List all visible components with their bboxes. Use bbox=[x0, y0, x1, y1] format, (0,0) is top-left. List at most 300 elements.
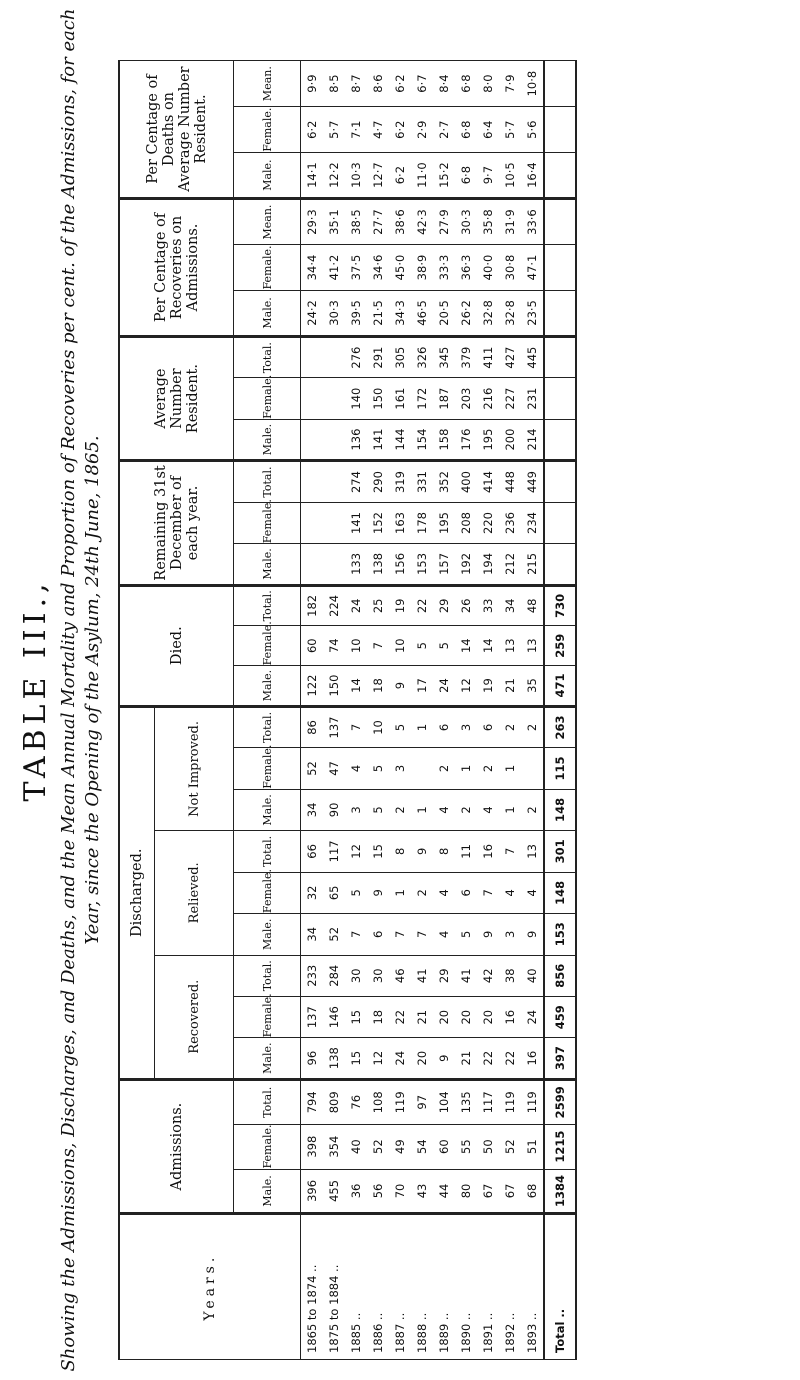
col-header-total: Total. bbox=[234, 1079, 301, 1124]
cell-pd-mean: 10·8 bbox=[521, 61, 544, 107]
cell-r-m bbox=[323, 544, 345, 585]
cell-d-m: 12 bbox=[455, 666, 477, 706]
cell-pr-mean: 38·6 bbox=[389, 199, 411, 245]
average-resident-header: Average Number Resident. bbox=[119, 336, 234, 460]
cell-r-m: 212 bbox=[499, 544, 521, 585]
cell-pd-mean: 6·7 bbox=[411, 61, 433, 107]
col-header-male: Male. bbox=[234, 1038, 301, 1079]
cell-d-t: 34 bbox=[499, 585, 521, 625]
cell-ni-f: 1 bbox=[455, 748, 477, 789]
cell-rec-t: 41 bbox=[411, 955, 433, 996]
cell-a-f: 150 bbox=[367, 378, 389, 419]
year-cell: 1890 .. bbox=[455, 1214, 477, 1360]
total-r-t bbox=[544, 461, 576, 502]
cell-pd-mean: 8·0 bbox=[477, 61, 499, 107]
year-cell: 1893 .. bbox=[521, 1214, 544, 1360]
cell-rel-m: 52 bbox=[323, 914, 345, 955]
cell-rec-m: 9 bbox=[433, 1038, 455, 1079]
col-header-male: Male. bbox=[234, 666, 301, 706]
cell-a-t bbox=[301, 336, 324, 377]
cell-pr-f: 34·6 bbox=[367, 245, 389, 291]
cell-r-t: 400 bbox=[455, 461, 477, 502]
cell-ni-t: 6 bbox=[433, 706, 455, 748]
cell-pr-f: 40·0 bbox=[477, 245, 499, 291]
cell-rec-f: 146 bbox=[323, 996, 345, 1037]
col-header-total: Total. bbox=[234, 955, 301, 996]
cell-pr-f: 45·0 bbox=[389, 245, 411, 291]
table-row bbox=[367, 61, 389, 1360]
cell-pd-m: 9·7 bbox=[477, 153, 499, 199]
cell-a-f: 172 bbox=[411, 378, 433, 419]
col-header-female: Female. bbox=[234, 502, 301, 543]
cell-ni-f: 47 bbox=[323, 748, 345, 789]
cell-r-f: 141 bbox=[345, 502, 367, 543]
col-header-female: Female. bbox=[234, 1124, 301, 1169]
cell-d-m: 21 bbox=[499, 666, 521, 706]
cell-rec-f: 20 bbox=[433, 996, 455, 1037]
cell-ni-t: 2 bbox=[521, 706, 544, 748]
cell-pd-f: 6·8 bbox=[455, 107, 477, 153]
cell-rec-f: 21 bbox=[411, 996, 433, 1037]
cell-ni-t: 137 bbox=[323, 706, 345, 748]
col-header-total: Total. bbox=[234, 831, 301, 872]
cell-pr-mean: 30·3 bbox=[455, 199, 477, 245]
cell-rel-t: 66 bbox=[301, 831, 324, 872]
cell-pd-f: 6·2 bbox=[301, 107, 324, 153]
total-rec-f: 459 bbox=[544, 996, 576, 1037]
cell-pd-mean: 8·7 bbox=[345, 61, 367, 107]
cell-rel-f: 4 bbox=[499, 872, 521, 913]
cell-r-f bbox=[323, 502, 345, 543]
col-header-female: Female. bbox=[234, 748, 301, 789]
cell-rel-f: 4 bbox=[521, 872, 544, 913]
cell-adm-t: 97 bbox=[411, 1079, 433, 1124]
total-rel-m: 153 bbox=[544, 914, 576, 955]
cell-a-f: 140 bbox=[345, 378, 367, 419]
cell-adm-f: 398 bbox=[301, 1124, 324, 1169]
cell-pr-f: 33·3 bbox=[433, 245, 455, 291]
cell-r-m: 194 bbox=[477, 544, 499, 585]
cell-rec-t: 40 bbox=[521, 955, 544, 996]
cell-pd-f: 5·6 bbox=[521, 107, 544, 153]
cell-adm-m: 44 bbox=[433, 1169, 455, 1214]
cell-ni-m: 3 bbox=[345, 789, 367, 830]
total-rel-f: 148 bbox=[544, 872, 576, 913]
cell-adm-m: 67 bbox=[477, 1169, 499, 1214]
cell-pd-mean: 7·9 bbox=[499, 61, 521, 107]
cell-r-f: 163 bbox=[389, 502, 411, 543]
cell-pd-f: 2·9 bbox=[411, 107, 433, 153]
cell-rec-f: 16 bbox=[499, 996, 521, 1037]
not-improved-header: Not Improved. bbox=[155, 706, 234, 830]
cell-adm-f: 354 bbox=[323, 1124, 345, 1169]
cell-d-f: 14 bbox=[477, 626, 499, 666]
cell-pd-f: 5·7 bbox=[499, 107, 521, 153]
cell-ni-f bbox=[521, 748, 544, 789]
cell-adm-f: 40 bbox=[345, 1124, 367, 1169]
cell-d-t: 26 bbox=[455, 585, 477, 625]
statistics-table bbox=[118, 60, 577, 1360]
cell-d-m: 9 bbox=[389, 666, 411, 706]
cell-ni-m: 2 bbox=[455, 789, 477, 830]
remaining-header: Remaining 31st December of each year. bbox=[119, 461, 234, 585]
cell-rec-m: 15 bbox=[345, 1038, 367, 1079]
cell-d-t: 19 bbox=[389, 585, 411, 625]
total-pd-mean bbox=[544, 61, 576, 107]
cell-pr-f: 41·2 bbox=[323, 245, 345, 291]
cell-a-m: 200 bbox=[499, 419, 521, 460]
cell-d-t: 22 bbox=[411, 585, 433, 625]
cell-r-f: 152 bbox=[367, 502, 389, 543]
table-row bbox=[411, 61, 433, 1360]
cell-d-f: 10 bbox=[389, 626, 411, 666]
cell-r-f bbox=[301, 502, 324, 543]
col-header-male: Male. bbox=[234, 789, 301, 830]
total-adm-t: 2599 bbox=[544, 1079, 576, 1124]
cell-r-t: 414 bbox=[477, 461, 499, 502]
cell-pd-m: 6·8 bbox=[455, 153, 477, 199]
cell-rel-t: 117 bbox=[323, 831, 345, 872]
cell-a-m bbox=[301, 419, 324, 460]
cell-rec-f: 24 bbox=[521, 996, 544, 1037]
discharged-header: Discharged. bbox=[119, 706, 155, 1079]
cell-pd-mean: 6·2 bbox=[389, 61, 411, 107]
cell-d-m: 19 bbox=[477, 666, 499, 706]
cell-d-t: 33 bbox=[477, 585, 499, 625]
col-header-female: Female. bbox=[234, 872, 301, 913]
cell-ni-f: 5 bbox=[367, 748, 389, 789]
cell-a-t: 345 bbox=[433, 336, 455, 377]
cell-adm-m: 68 bbox=[521, 1169, 544, 1214]
cell-ni-f: 1 bbox=[499, 748, 521, 789]
cell-pd-m: 10·3 bbox=[345, 153, 367, 199]
cell-r-t bbox=[301, 461, 324, 502]
cell-a-m: 144 bbox=[389, 419, 411, 460]
cell-r-m: 192 bbox=[455, 544, 477, 585]
cell-adm-f: 54 bbox=[411, 1124, 433, 1169]
cell-ni-t: 5 bbox=[389, 706, 411, 748]
cell-r-f: 236 bbox=[499, 502, 521, 543]
cell-r-m: 156 bbox=[389, 544, 411, 585]
col-header-total: Total. bbox=[234, 461, 301, 502]
cell-r-t: 352 bbox=[433, 461, 455, 502]
cell-adm-f: 52 bbox=[499, 1124, 521, 1169]
total-row bbox=[544, 61, 576, 1360]
cell-d-m: 24 bbox=[433, 666, 455, 706]
cell-rel-m: 4 bbox=[433, 914, 455, 955]
cell-adm-f: 55 bbox=[455, 1124, 477, 1169]
cell-ni-m: 4 bbox=[433, 789, 455, 830]
cell-adm-m: 80 bbox=[455, 1169, 477, 1214]
cell-d-t: 25 bbox=[367, 585, 389, 625]
cell-pd-f: 7·1 bbox=[345, 107, 367, 153]
total-adm-f: 1215 bbox=[544, 1124, 576, 1169]
cell-ni-t: 2 bbox=[499, 706, 521, 748]
cell-rec-m: 24 bbox=[389, 1038, 411, 1079]
col-header-female: Female. bbox=[234, 245, 301, 291]
cell-d-t: 224 bbox=[323, 585, 345, 625]
total-a-f bbox=[544, 378, 576, 419]
admissions-header: Admissions. bbox=[119, 1079, 234, 1213]
total-rec-m: 397 bbox=[544, 1038, 576, 1079]
cell-a-f: 161 bbox=[389, 378, 411, 419]
years-header: Years. bbox=[119, 1214, 301, 1360]
cell-ni-f: 3 bbox=[389, 748, 411, 789]
col-header-male: Male. bbox=[234, 419, 301, 460]
cell-pd-mean: 8·6 bbox=[367, 61, 389, 107]
col-header-male: Male. bbox=[234, 290, 301, 336]
cell-a-t: 291 bbox=[367, 336, 389, 377]
cell-r-t: 449 bbox=[521, 461, 544, 502]
cell-a-m: 176 bbox=[455, 419, 477, 460]
table-row bbox=[477, 61, 499, 1360]
col-header-mean: Mean. bbox=[234, 61, 301, 107]
cell-a-f: 231 bbox=[521, 378, 544, 419]
cell-rec-m: 12 bbox=[367, 1038, 389, 1079]
cell-rec-f: 20 bbox=[477, 996, 499, 1037]
cell-pr-m: 39·5 bbox=[345, 290, 367, 336]
total-pr-mean bbox=[544, 199, 576, 245]
total-ni-m: 148 bbox=[544, 789, 576, 830]
cell-d-f: 5 bbox=[411, 626, 433, 666]
cell-rel-t: 11 bbox=[455, 831, 477, 872]
cell-d-f: 13 bbox=[499, 626, 521, 666]
cell-rel-f: 1 bbox=[389, 872, 411, 913]
cell-rel-f: 65 bbox=[323, 872, 345, 913]
cell-a-f: 227 bbox=[499, 378, 521, 419]
cell-adm-t: 119 bbox=[521, 1079, 544, 1124]
cell-adm-t: 794 bbox=[301, 1079, 324, 1124]
total-d-t: 730 bbox=[544, 585, 576, 625]
cell-pd-mean: 8·5 bbox=[323, 61, 345, 107]
year-cell: 1887 .. bbox=[389, 1214, 411, 1360]
cell-pr-f: 47·1 bbox=[521, 245, 544, 291]
cell-rec-f: 22 bbox=[389, 996, 411, 1037]
table-row bbox=[301, 61, 324, 1360]
cell-pr-mean: 35·1 bbox=[323, 199, 345, 245]
cell-a-t: 305 bbox=[389, 336, 411, 377]
cell-rel-m: 5 bbox=[455, 914, 477, 955]
col-header-total: Total. bbox=[234, 336, 301, 377]
cell-d-f: 7 bbox=[367, 626, 389, 666]
table-body bbox=[301, 61, 577, 1360]
cell-rec-m: 21 bbox=[455, 1038, 477, 1079]
cell-r-t: 274 bbox=[345, 461, 367, 502]
cell-ni-f: 52 bbox=[301, 748, 324, 789]
cell-rec-t: 233 bbox=[301, 955, 324, 996]
cell-d-f: 60 bbox=[301, 626, 324, 666]
cell-d-f: 13 bbox=[521, 626, 544, 666]
cell-ni-m: 1 bbox=[411, 789, 433, 830]
cell-adm-f: 51 bbox=[521, 1124, 544, 1169]
cell-pd-m: 11·0 bbox=[411, 153, 433, 199]
cell-rec-t: 30 bbox=[345, 955, 367, 996]
cell-rel-m: 7 bbox=[389, 914, 411, 955]
total-a-m bbox=[544, 419, 576, 460]
year-cell: 1889 .. bbox=[433, 1214, 455, 1360]
cell-ni-f: 2 bbox=[433, 748, 455, 789]
cell-rel-f: 5 bbox=[345, 872, 367, 913]
cell-rec-t: 41 bbox=[455, 955, 477, 996]
total-a-t bbox=[544, 336, 576, 377]
total-d-f: 259 bbox=[544, 626, 576, 666]
cell-pr-m: 21·5 bbox=[367, 290, 389, 336]
cell-pr-mean: 31·9 bbox=[499, 199, 521, 245]
cell-a-m: 195 bbox=[477, 419, 499, 460]
cell-rel-m: 3 bbox=[499, 914, 521, 955]
cell-pr-m: 32·8 bbox=[499, 290, 521, 336]
cell-pd-m: 12·2 bbox=[323, 153, 345, 199]
cell-pd-m: 6·2 bbox=[389, 153, 411, 199]
cell-rel-t: 7 bbox=[499, 831, 521, 872]
col-header-male: Male. bbox=[234, 544, 301, 585]
cell-rec-m: 16 bbox=[521, 1038, 544, 1079]
cell-rel-m: 34 bbox=[301, 914, 324, 955]
cell-pr-f: 34·4 bbox=[301, 245, 324, 291]
cell-pr-mean: 42·3 bbox=[411, 199, 433, 245]
cell-rec-m: 22 bbox=[499, 1038, 521, 1079]
cell-ni-t: 7 bbox=[345, 706, 367, 748]
total-ni-f: 115 bbox=[544, 748, 576, 789]
cell-adm-m: 43 bbox=[411, 1169, 433, 1214]
table-subtitle-line-1: Showing the Admissions, Discharges, and Deaths, and the Mean Annual Mortality and Proportion of Recoveries per cent. of the Admissions, for each bbox=[58, 8, 79, 1372]
cell-rel-t: 13 bbox=[521, 831, 544, 872]
total-d-m: 471 bbox=[544, 666, 576, 706]
total-pd-f bbox=[544, 107, 576, 153]
cell-rel-m: 7 bbox=[411, 914, 433, 955]
cell-adm-m: 70 bbox=[389, 1169, 411, 1214]
cell-adm-t: 809 bbox=[323, 1079, 345, 1124]
table-row bbox=[345, 61, 367, 1360]
cell-pr-f: 38·9 bbox=[411, 245, 433, 291]
cell-pr-f: 36·3 bbox=[455, 245, 477, 291]
cell-a-m: 136 bbox=[345, 419, 367, 460]
cell-ni-f: 4 bbox=[345, 748, 367, 789]
year-cell: 1888 .. bbox=[411, 1214, 433, 1360]
year-cell: 1865 to 1874 .. bbox=[301, 1214, 324, 1360]
cell-r-t bbox=[323, 461, 345, 502]
cell-ni-m: 2 bbox=[521, 789, 544, 830]
cell-a-t: 326 bbox=[411, 336, 433, 377]
cell-r-f: 234 bbox=[521, 502, 544, 543]
cell-rel-m: 9 bbox=[477, 914, 499, 955]
cell-a-m: 141 bbox=[367, 419, 389, 460]
cell-ni-m: 34 bbox=[301, 789, 324, 830]
cell-d-t: 24 bbox=[345, 585, 367, 625]
cell-adm-f: 49 bbox=[389, 1124, 411, 1169]
cell-rel-f: 4 bbox=[433, 872, 455, 913]
cell-pr-f: 30·8 bbox=[499, 245, 521, 291]
table-row bbox=[389, 61, 411, 1360]
cell-pd-mean: 6·8 bbox=[455, 61, 477, 107]
table-subtitle-line-2: Year, since the Opening of the Asylum, 24th June, 1865. bbox=[82, 435, 103, 945]
cell-adm-m: 455 bbox=[323, 1169, 345, 1214]
cell-pr-m: 20·5 bbox=[433, 290, 455, 336]
total-rec-t: 856 bbox=[544, 955, 576, 996]
cell-a-m: 154 bbox=[411, 419, 433, 460]
died-header: Died. bbox=[119, 585, 234, 706]
cell-rel-f: 6 bbox=[455, 872, 477, 913]
col-header-total: Total. bbox=[234, 706, 301, 748]
cell-rel-t: 15 bbox=[367, 831, 389, 872]
cell-ni-t: 3 bbox=[455, 706, 477, 748]
pct-recoveries-header: Per Centage of Recoveries on Admissions. bbox=[119, 199, 234, 337]
table-row bbox=[433, 61, 455, 1360]
cell-rel-t: 16 bbox=[477, 831, 499, 872]
cell-pd-f: 2·7 bbox=[433, 107, 455, 153]
cell-pd-m: 10·5 bbox=[499, 153, 521, 199]
cell-rec-t: 46 bbox=[389, 955, 411, 996]
cell-d-t: 29 bbox=[433, 585, 455, 625]
cell-a-f: 203 bbox=[455, 378, 477, 419]
cell-d-f: 10 bbox=[345, 626, 367, 666]
year-cell: 1892 .. bbox=[499, 1214, 521, 1360]
cell-rel-f: 9 bbox=[367, 872, 389, 913]
cell-adm-t: 135 bbox=[455, 1079, 477, 1124]
cell-pr-mean: 27·7 bbox=[367, 199, 389, 245]
col-header-female: Female. bbox=[234, 626, 301, 666]
cell-rec-f: 20 bbox=[455, 996, 477, 1037]
cell-rec-f: 137 bbox=[301, 996, 324, 1037]
cell-rec-t: 30 bbox=[367, 955, 389, 996]
cell-pr-m: 30·3 bbox=[323, 290, 345, 336]
cell-adm-m: 36 bbox=[345, 1169, 367, 1214]
cell-ni-m: 90 bbox=[323, 789, 345, 830]
cell-adm-f: 60 bbox=[433, 1124, 455, 1169]
cell-rel-t: 8 bbox=[389, 831, 411, 872]
cell-adm-t: 108 bbox=[367, 1079, 389, 1124]
cell-rec-m: 96 bbox=[301, 1038, 324, 1079]
cell-a-f bbox=[301, 378, 324, 419]
cell-d-m: 35 bbox=[521, 666, 544, 706]
cell-r-f: 208 bbox=[455, 502, 477, 543]
cell-adm-f: 50 bbox=[477, 1124, 499, 1169]
cell-adm-m: 67 bbox=[499, 1169, 521, 1214]
cell-pr-m: 34·3 bbox=[389, 290, 411, 336]
cell-ni-m: 4 bbox=[477, 789, 499, 830]
cell-rec-m: 22 bbox=[477, 1038, 499, 1079]
cell-pr-mean: 29·3 bbox=[301, 199, 324, 245]
cell-ni-t: 1 bbox=[411, 706, 433, 748]
cell-r-m bbox=[301, 544, 324, 585]
cell-d-m: 17 bbox=[411, 666, 433, 706]
table-row bbox=[499, 61, 521, 1360]
cell-pd-mean: 8·4 bbox=[433, 61, 455, 107]
cell-r-t: 331 bbox=[411, 461, 433, 502]
pct-deaths-header: Per Centage of Deaths on Average Number Resident. bbox=[119, 61, 234, 199]
cell-d-m: 14 bbox=[345, 666, 367, 706]
total-r-m bbox=[544, 544, 576, 585]
cell-rec-t: 284 bbox=[323, 955, 345, 996]
cell-pr-m: 46·5 bbox=[411, 290, 433, 336]
cell-rel-m: 6 bbox=[367, 914, 389, 955]
cell-pr-m: 24·2 bbox=[301, 290, 324, 336]
cell-adm-t: 119 bbox=[499, 1079, 521, 1124]
cell-d-t: 48 bbox=[521, 585, 544, 625]
cell-r-m: 157 bbox=[433, 544, 455, 585]
recovered-header: Recovered. bbox=[155, 955, 234, 1079]
cell-rec-t: 42 bbox=[477, 955, 499, 996]
col-header-female: Female. bbox=[234, 378, 301, 419]
cell-rel-f: 7 bbox=[477, 872, 499, 913]
total-r-f bbox=[544, 502, 576, 543]
cell-adm-m: 396 bbox=[301, 1169, 324, 1214]
col-header-mean: Mean. bbox=[234, 199, 301, 245]
total-pr-f bbox=[544, 245, 576, 291]
col-header-male: Male. bbox=[234, 1169, 301, 1214]
cell-adm-m: 56 bbox=[367, 1169, 389, 1214]
cell-r-f: 195 bbox=[433, 502, 455, 543]
